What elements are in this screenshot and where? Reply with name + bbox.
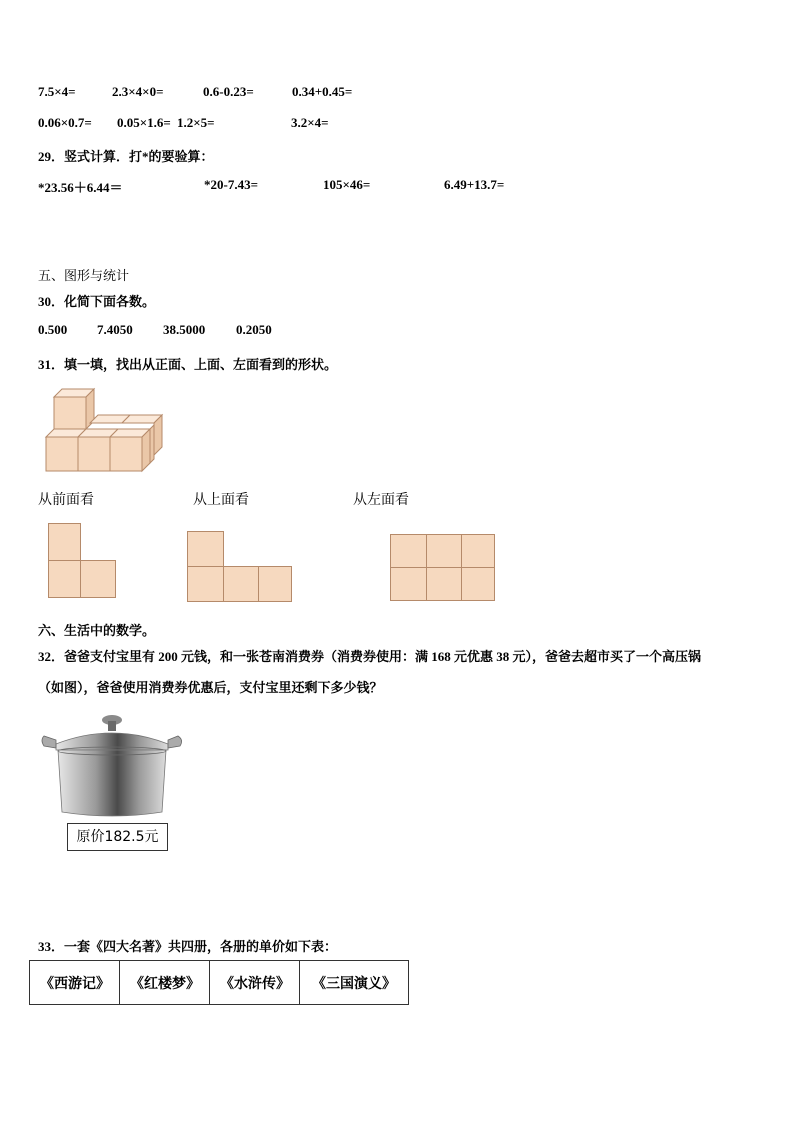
top-view-figure <box>187 531 293 601</box>
view-caption-front: 从前面看 <box>38 493 94 508</box>
pressure-cooker-icon <box>42 712 182 822</box>
q29-item: *23.56＋6.44＝ <box>38 180 123 195</box>
view-square <box>258 566 292 602</box>
calc-item: 2.3×4×0= <box>112 84 164 99</box>
q30-item: 0.2050 <box>236 322 272 337</box>
question-31-title: 31．填一填，找出从正面、上面、左面看到的形状。 <box>38 357 338 372</box>
section-heading: 五、图形与统计 <box>38 268 130 283</box>
view-square <box>426 534 462 568</box>
calc-item: 0.6-0.23= <box>203 84 254 99</box>
view-caption-left: 从左面看 <box>353 493 409 508</box>
view-square <box>187 566 224 602</box>
calc-item: 0.05×1.6= <box>117 115 171 130</box>
q29-item: *20-7.43= <box>204 177 258 192</box>
table-cell-book: 《西游记》 <box>30 961 120 1005</box>
book-price-table <box>29 960 409 1005</box>
view-square <box>48 523 81 561</box>
view-square <box>48 560 81 598</box>
table-cell-book: 《三国演义》 <box>300 961 409 1005</box>
calc-item: 7.5×4= <box>38 84 76 99</box>
question-30-title: 30．化简下面各数。 <box>38 294 156 309</box>
q29-item: 105×46= <box>323 177 371 192</box>
view-square <box>426 567 462 601</box>
question-29-title: 29．竖式计算．打*的要验算： <box>38 149 214 164</box>
price-tag: 原价182.5元 <box>67 823 168 851</box>
q30-item: 7.4050 <box>97 322 133 337</box>
left-view-figure <box>390 534 496 602</box>
question-32-line2: （如图），爸爸使用消费券优惠后，支付宝里还剩下多少钱？ <box>38 680 383 695</box>
view-square <box>461 567 495 601</box>
table-cell-book: 《红楼梦》 <box>120 961 210 1005</box>
question-33-title: 33．一套《四大名著》共四册，各册的单价如下表： <box>38 939 338 954</box>
cube-stack-figure <box>40 385 170 475</box>
table-cell-book: 《水浒传》 <box>210 961 300 1005</box>
view-square <box>80 560 116 598</box>
q29-item: 6.49+13.7= <box>444 177 505 192</box>
calc-item: 0.34+0.45= <box>292 84 353 99</box>
view-square <box>461 534 495 568</box>
calc-item: 3.2×4= <box>291 115 329 130</box>
calc-item: 0.06×0.7= <box>38 115 92 130</box>
front-view-figure <box>48 523 118 599</box>
question-32-line1: 32．爸爸支付宝里有 200 元钱，和一张苍南消费券（消费券使用：满 168 元优惠 38 元），爸爸去超市买了一个高压锅 <box>38 649 702 664</box>
section-heading: 六、生活中的数学。 <box>38 623 156 638</box>
calc-item: 1.2×5= <box>177 115 215 130</box>
view-caption-top: 从上面看 <box>193 493 249 508</box>
view-square <box>187 531 224 567</box>
view-square <box>223 566 259 602</box>
view-square <box>390 534 427 568</box>
q30-item: 0.500 <box>38 322 68 337</box>
q30-item: 38.5000 <box>163 322 206 337</box>
view-square <box>390 567 427 601</box>
table-row <box>30 961 409 1005</box>
